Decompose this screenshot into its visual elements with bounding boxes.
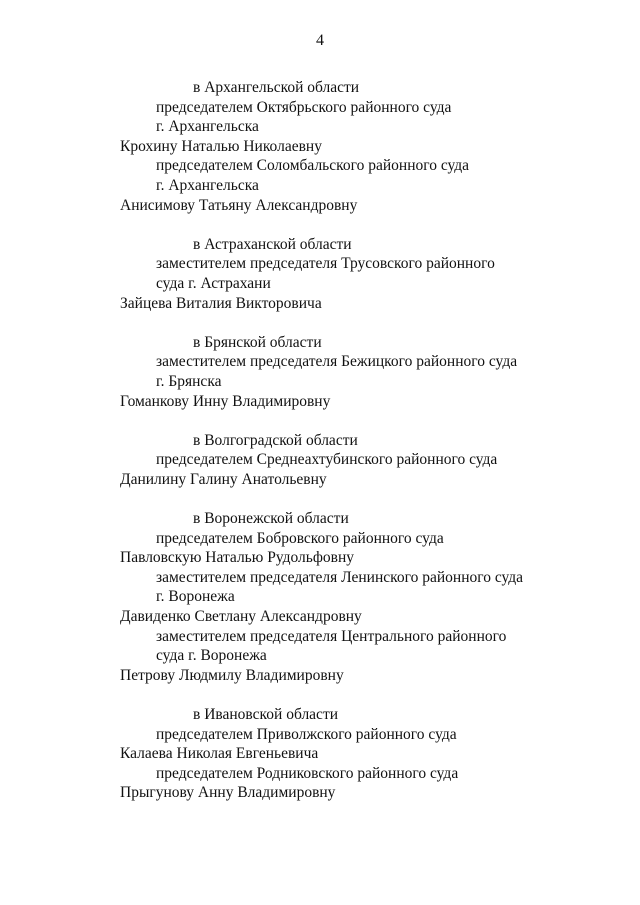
region-section bbox=[0, 78, 640, 215]
appointee-name: Давиденко Светлану Александровну bbox=[120, 608, 362, 626]
region-heading: в Брянской области bbox=[193, 333, 322, 351]
position-line: суда г. Воронежа bbox=[156, 647, 267, 665]
position-line: председателем Среднеахтубинского районного суда bbox=[156, 451, 498, 469]
position-line: председателем Бобровского районного суда bbox=[156, 529, 444, 547]
region-section bbox=[0, 235, 640, 313]
position-line: г. Архангельска bbox=[156, 176, 259, 194]
position-line: председателем Соломбальского районного суда bbox=[156, 157, 470, 175]
position-line: г. Воронежа bbox=[156, 588, 235, 606]
region-heading: в Астраханской области bbox=[193, 235, 352, 253]
appointee-name: Гоманкову Инну Владимировну bbox=[120, 392, 331, 410]
region-heading: в Воронежской области bbox=[193, 510, 349, 528]
appointee-name: Калаева Николая Евгеньевича bbox=[120, 745, 319, 763]
region-section bbox=[0, 509, 640, 685]
region-section bbox=[0, 333, 640, 411]
region-section bbox=[0, 431, 640, 490]
position-line: г. Архангельска bbox=[156, 118, 259, 136]
region-section bbox=[0, 705, 640, 803]
section-spacer bbox=[0, 411, 640, 431]
position-line: заместителем председателя Центрального районного bbox=[156, 627, 507, 645]
position-line: заместителем председателя Трусовского районного bbox=[156, 255, 495, 273]
section-spacer bbox=[0, 685, 640, 705]
position-line: суда г. Астрахани bbox=[156, 274, 271, 292]
appointments-list bbox=[0, 78, 640, 803]
appointee-name: Данилину Галину Анатольевну bbox=[120, 470, 327, 488]
section-spacer bbox=[0, 215, 640, 235]
section-spacer bbox=[0, 489, 640, 509]
appointee-name: Анисимову Татьяну Александровну bbox=[120, 196, 358, 214]
position-line: заместителем председателя Ленинского районного суда bbox=[156, 568, 524, 586]
position-line: председателем Родниковского районного суда bbox=[156, 764, 459, 782]
section-spacer bbox=[0, 313, 640, 333]
position-line: заместителем председателя Бежицкого районного суда bbox=[156, 353, 518, 371]
region-heading: в Архангельской области bbox=[193, 79, 360, 96]
position-line: председателем Октябрьского районного суда bbox=[156, 98, 452, 116]
region-heading: в Волгоградской области bbox=[193, 431, 358, 449]
appointee-name: Павловскую Наталью Рудольфовну bbox=[120, 549, 354, 567]
position-line: председателем Приволжского районного суда bbox=[156, 725, 457, 743]
page-number: 4 bbox=[316, 32, 324, 49]
appointee-name: Крохину Наталью Николаевну bbox=[120, 137, 322, 155]
appointee-name: Зайцева Виталия Викторовича bbox=[120, 294, 322, 312]
appointee-name: Петрову Людмилу Владимировну bbox=[120, 666, 344, 684]
position-line: г. Брянска bbox=[156, 372, 222, 390]
region-heading: в Ивановской области bbox=[193, 706, 339, 723]
appointee-name: Прыгунову Анну Владимировну bbox=[120, 784, 336, 802]
